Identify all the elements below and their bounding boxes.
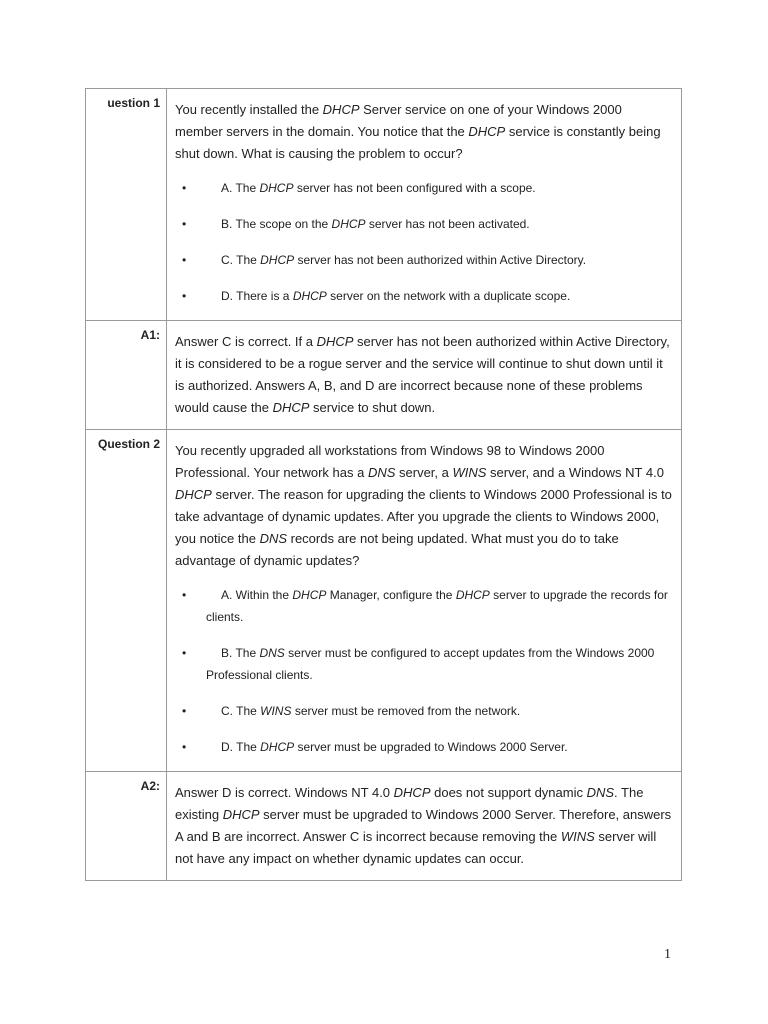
question-1-options xyxy=(175,177,673,307)
question-2-option-d: • D. The DHCP server must be upgraded to Windows 2000 Server. xyxy=(175,736,673,758)
question-2-options xyxy=(175,584,673,758)
answer-2-text: Answer D is correct. Windows NT 4.0 DHCP does not support dynamic DNS. The existing DHCP server must be upgraded to Windows 2000 Server. Therefore, answers A and B are incorrect. Answer C is incorrect because removing the WINS server will not have any impact on whether dynamic updates can occur. xyxy=(175,785,672,866)
question-2-option-c: • C. The WINS server must be removed from the network. xyxy=(175,700,673,722)
answer-2-row xyxy=(86,772,682,881)
answer-2-body xyxy=(167,772,682,881)
question-2-option-a: • A. Within the DHCP Manager, configure the DHCP server to upgrade the records for clients. xyxy=(175,584,673,628)
question-2-option-b: • B. The DNS server must be configured to accept updates from the Windows 2000 Professional clients. xyxy=(175,642,673,686)
page-number: 1 xyxy=(664,947,671,962)
question-1-text: You recently installed the DHCP Server service on one of your Windows 2000 member servers in the domain. You notice that the DHCP service is constantly being shut down. What is causing the problem to occur? xyxy=(175,102,661,161)
question-1-row xyxy=(86,89,682,321)
question-2-label: Question 2 xyxy=(86,430,167,772)
question-2-body xyxy=(167,430,682,772)
question-2-row xyxy=(86,430,682,772)
question-1-option-a: • A. The DHCP server has not been configured with a scope. xyxy=(175,177,673,199)
question-1-option-d: • D. There is a DHCP server on the network with a duplicate scope. xyxy=(175,285,673,307)
question-1-option-c: • C. The DHCP server has not been authorized within Active Directory. xyxy=(175,249,673,271)
question-1-option-b: • B. The scope on the DHCP server has not been activated. xyxy=(175,213,673,235)
answer-1-text: Answer C is correct. If a DHCP server has not been authorized within Active Directory, it is considered to be a rogue server and the service will continue to shut down until it is authorized. Answers A, B, and D are incorrect because none of these problems would cause the DHCP service to shut down. xyxy=(175,334,670,415)
qa-table xyxy=(85,88,682,881)
question-2-text: You recently upgraded all workstations from Windows 98 to Windows 2000 Professional. Your network has a DNS server, a WINS server, and a Windows NT 4.0 DHCP server. The reason for upgrading the clients to Windows 2000 Professional is to take advantage of dynamic updates. After you upgrade the clients to Windows 2000, you notice the DNS records are not being updated. What must you do to take advantage of dynamic updates? xyxy=(175,443,672,568)
question-1-body xyxy=(167,89,682,321)
answer-2-label: A2: xyxy=(86,772,167,881)
answer-1-body xyxy=(167,321,682,430)
answer-1-label: A1: xyxy=(86,321,167,430)
question-1-label: uestion 1 xyxy=(86,89,167,321)
answer-1-row xyxy=(86,321,682,430)
